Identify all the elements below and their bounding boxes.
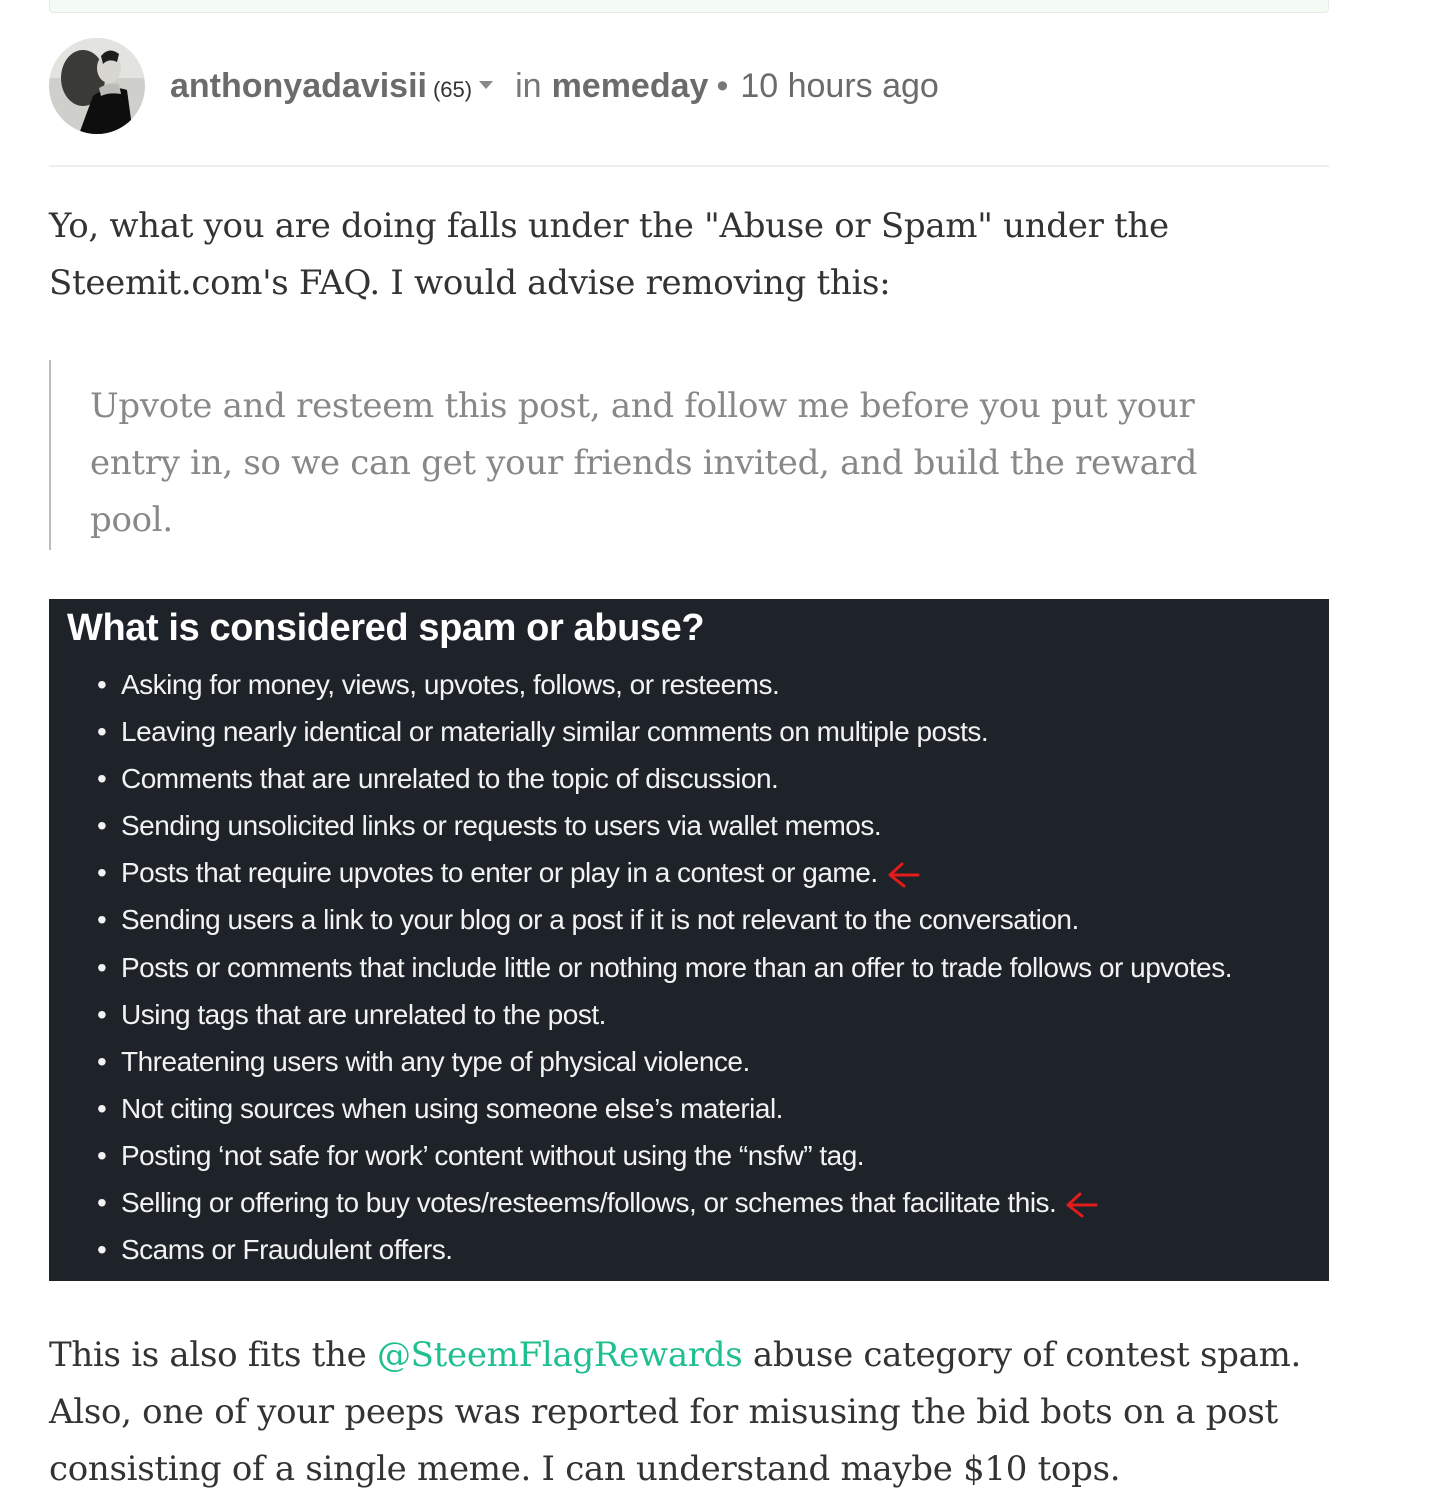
red-arrow-annotation-icon xyxy=(1062,1190,1100,1220)
faq-list-item-text: Asking for money, views, upvotes, follows, or resteems. xyxy=(121,669,780,700)
faq-list-item-text: Comments that are unrelated to the topic of discussion. xyxy=(121,763,779,795)
faq-list-item-text: Leaving nearly identical or materially similar comments on multiple posts. xyxy=(121,716,989,748)
outro-text-before: This is also fits the xyxy=(49,1335,377,1375)
red-arrow-annotation-icon xyxy=(884,860,922,890)
faq-list-item-text: Posts that require upvotes to enter or play in a contest or game. xyxy=(121,857,878,889)
previous-post-box xyxy=(49,0,1329,13)
author-name-link[interactable]: anthonyadavisii xyxy=(170,66,427,105)
faq-list-item xyxy=(97,1226,1232,1273)
faq-list xyxy=(97,661,1232,1273)
avatar-image xyxy=(49,38,145,134)
faq-list-item-text: Posting ‘not safe for work’ content without using the “nsfw” tag. xyxy=(121,1139,865,1171)
post-header xyxy=(49,38,939,134)
author-reputation: (65) xyxy=(432,76,473,102)
faq-list-item xyxy=(97,849,1232,896)
faq-list-item-text: Scams or Fraudulent offers. xyxy=(121,1234,453,1266)
faq-list-item xyxy=(97,896,1232,943)
faq-list-item-text: Sending unsolicited links or requests to users via wallet memos. xyxy=(121,810,882,842)
quote-text: Upvote and resteem this post, and follow me before you put your entry in, so we can get your friends invited, and build the reward pool. xyxy=(90,386,1198,540)
faq-list-item-text: Threatening users with any type of physical violence. xyxy=(121,1045,750,1077)
separator-dot: • xyxy=(716,66,729,105)
blockquote xyxy=(49,360,1249,550)
intro-paragraph: Yo, what you are doing falls under the "Abuse or Spam" under the Steemit.com's FAQ. I would advise removing this: xyxy=(49,206,1169,303)
faq-list-item-text: Selling or offering to buy votes/resteems/follows, or schemes that facilitate this. xyxy=(121,1187,1057,1219)
community-link[interactable]: memeday xyxy=(551,66,709,105)
faq-list-item xyxy=(97,991,1232,1038)
faq-list-item xyxy=(97,708,1232,755)
faq-screenshot-image[interactable] xyxy=(49,599,1329,1281)
post-timestamp-link[interactable]: 10 hours ago xyxy=(740,66,939,105)
faq-list-item-text: Using tags that are unrelated to the post. xyxy=(121,998,606,1030)
faq-list-item xyxy=(97,944,1232,991)
steemflagrewards-link[interactable]: @SteemFlagRewards xyxy=(376,1335,743,1375)
faq-list-item-text: Posts or comments that include little or nothing more than an offer to trade follows or upvotes. xyxy=(121,951,1232,983)
outro-text-after: abuse category of contest spam. Also, one of your peeps was reported for misusing the bid bots on a post consisting of a single meme. I can understand maybe $10 tops. xyxy=(49,1335,1302,1489)
faq-list-item xyxy=(97,1132,1232,1179)
outro-paragraph xyxy=(49,1327,1339,1498)
faq-list-item xyxy=(97,1038,1232,1085)
faq-list-item xyxy=(97,661,1232,708)
faq-list-item xyxy=(97,1085,1232,1132)
faq-list-item-text: Not citing sources when using someone else’s material. xyxy=(121,1092,783,1124)
in-label: in xyxy=(515,66,542,105)
faq-list-item xyxy=(97,1179,1232,1226)
author-menu-caret-icon[interactable] xyxy=(479,81,493,89)
faq-list-item xyxy=(97,755,1232,802)
header-divider xyxy=(49,165,1329,167)
author-avatar[interactable] xyxy=(49,38,145,134)
faq-list-item xyxy=(97,802,1232,849)
faq-list-item-text: Sending users a link to your blog or a post if it is not relevant to the conversation. xyxy=(121,904,1079,936)
faq-title: What is considered spam or abuse? xyxy=(67,607,705,649)
